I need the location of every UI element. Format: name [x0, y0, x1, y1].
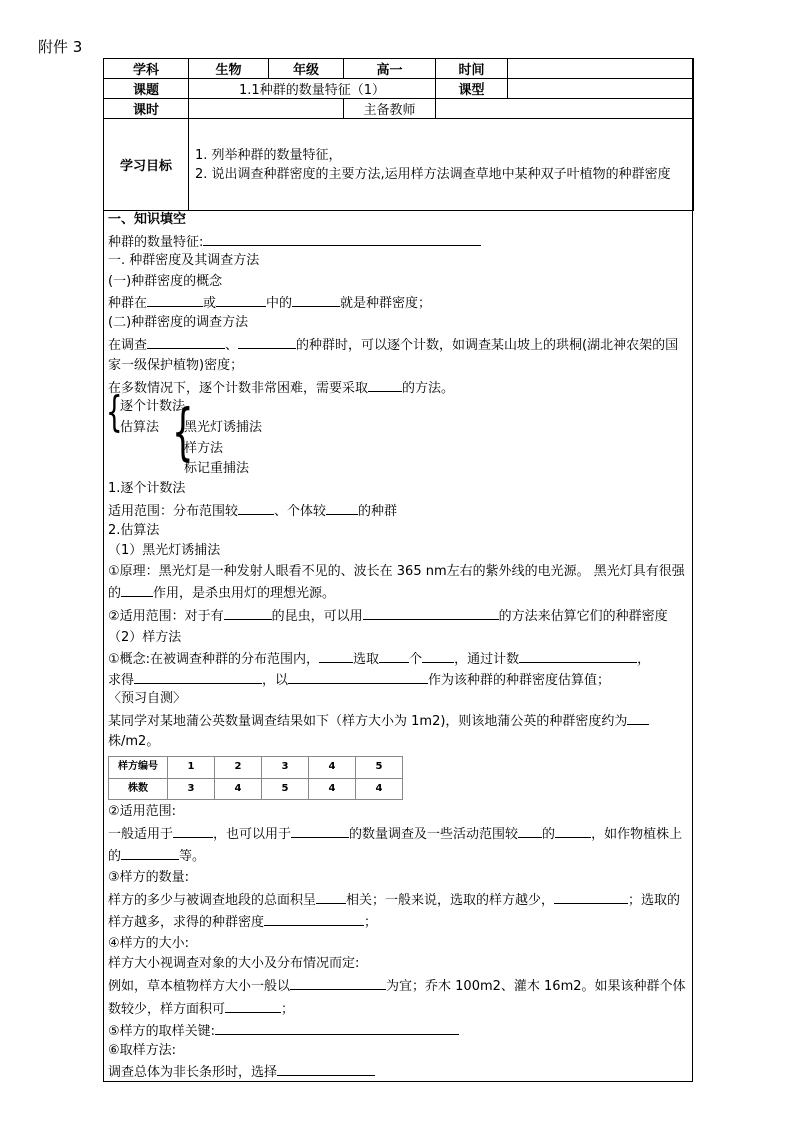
text: ，通过计数	[454, 652, 520, 668]
text: ，以	[262, 672, 289, 688]
text: ，	[637, 652, 651, 668]
blank[interactable]	[238, 500, 274, 515]
text: 在多数情况下，逐个计数非常困难，需要采取	[108, 380, 369, 396]
text-line: 1.逐个计数法	[108, 481, 186, 497]
goal-item: 2. 说出调查种群密度的主要方法,运用样方法调查草地中某种双子叶植物的种群密度	[195, 166, 671, 182]
text-para	[108, 889, 688, 934]
table-cell: 4	[215, 778, 262, 800]
text: 或	[203, 296, 217, 312]
text: 一般适用于	[108, 826, 174, 842]
time-label: 时间	[436, 59, 508, 79]
blank[interactable]	[134, 669, 262, 684]
text-line: (二)种群密度的调查方法	[108, 314, 249, 330]
blank[interactable]	[121, 582, 153, 597]
text-line: 样方大小视调查对象的大小及分布情况而定:	[108, 956, 360, 972]
blank[interactable]	[292, 292, 340, 307]
text-line: ②适用范围:	[108, 804, 177, 820]
blank[interactable]	[288, 669, 428, 684]
text: 的昆虫，可以用	[271, 608, 363, 624]
tree-item: 逐个计数法	[120, 399, 186, 415]
table-cell: 样方编号	[109, 757, 168, 779]
table-cell: 5	[262, 778, 309, 800]
text: 中的	[266, 296, 293, 312]
blank[interactable]	[319, 648, 353, 663]
text-line	[108, 377, 688, 398]
text-line	[108, 648, 688, 669]
text-line: 一. 种群密度及其调查方法	[108, 253, 260, 269]
table-row	[109, 757, 403, 779]
teacher-value[interactable]	[436, 99, 694, 119]
text-line: ⑥取样方法:	[108, 1042, 177, 1058]
text: 、个体较	[274, 503, 327, 519]
text-line: （1）黑光灯诱捕法	[108, 543, 221, 559]
text: 等。	[179, 849, 206, 865]
text-para	[108, 710, 688, 753]
tree-item: 黑光灯诱捕法	[184, 419, 263, 435]
topic-value: 1.1种群的数量特征（1）	[189, 79, 436, 99]
blank[interactable]	[555, 823, 591, 838]
brace-icon: {	[172, 397, 194, 470]
text: 某同学对某地蒲公英数量调查结果如下（样方大小为 1m2)，则该地蒲公英的种群密度约为	[108, 713, 628, 729]
text: 、	[225, 337, 239, 353]
text-line	[108, 500, 688, 521]
text: 例如，草本植物样方大小一般以	[108, 979, 291, 994]
goals-label: 学习目标	[104, 119, 189, 211]
blank[interactable]	[290, 975, 386, 990]
text: ②适用范围：对于有	[108, 608, 224, 624]
text-para	[108, 334, 688, 377]
table-cell: 4	[309, 778, 356, 800]
text-para	[108, 562, 688, 605]
teacher-label: 主备教师	[344, 99, 436, 119]
content-area	[108, 210, 688, 1082]
text-line	[108, 669, 688, 690]
blank[interactable]	[224, 605, 272, 620]
text-line: (一)种群密度的概念	[108, 273, 223, 289]
blank[interactable]	[203, 231, 481, 246]
table-cell: 2	[215, 757, 262, 779]
blank[interactable]	[363, 605, 499, 620]
text: 选取	[353, 652, 380, 668]
text: 的	[542, 826, 556, 842]
goal-item: 1. 列举种群的数量特征，	[195, 147, 342, 163]
blank[interactable]	[225, 998, 281, 1013]
text: 的方法来估算它们的种群密度	[498, 608, 668, 624]
type-value[interactable]	[508, 79, 694, 99]
table-cell: 株数	[109, 778, 168, 800]
table-cell: 4	[309, 757, 356, 779]
text: ；选取的样方越多，求得的种群密度	[108, 892, 681, 931]
text-line	[108, 1020, 688, 1041]
sample-table	[108, 756, 403, 800]
attachment-label: 附件 3	[38, 38, 83, 56]
text: ；	[281, 1001, 295, 1017]
text: 求得	[108, 672, 135, 688]
tree-item: 估算法	[120, 419, 160, 435]
text: 作为该种群的种群密度估算值；	[428, 672, 611, 688]
text: 的种群	[358, 503, 398, 519]
subject-label: 学科	[104, 59, 189, 79]
text-line: ③样方的数量:	[108, 870, 190, 886]
text: ⑤样方的取样关键:	[108, 1024, 216, 1040]
text: 的种群时，可以逐个计数，如调查某山坡上的珙桐(湖北神农架的国家一级保护植物)密度；	[108, 337, 679, 374]
text-para	[108, 975, 688, 1020]
table-cell: 3	[262, 757, 309, 779]
blank[interactable]	[519, 648, 637, 663]
text: ，如作物植株上的	[108, 826, 683, 865]
subject-value: 生物	[189, 59, 269, 79]
topic-label: 课题	[104, 79, 189, 99]
table-cell: 5	[356, 757, 403, 779]
text: 种群的数量特征:	[108, 234, 204, 250]
text-line	[108, 1061, 688, 1082]
text: 相关；一般来说，选取的样方越少，	[346, 892, 555, 908]
grade-value: 高一	[344, 59, 436, 79]
text: 株/m2。	[108, 734, 160, 750]
text: ①原理：黑光灯是一种发射人眼看不见的、波长在 365 nm左右的紫外线的电光源。 黑光灯具有很强的	[108, 563, 685, 602]
grade-label: 年级	[269, 59, 344, 79]
text: 作用，是杀虫用灯的理想光源。	[153, 586, 336, 602]
blank[interactable]	[147, 334, 225, 349]
blank[interactable]	[215, 1020, 459, 1035]
blank[interactable]	[147, 292, 203, 307]
blank[interactable]	[277, 1061, 375, 1076]
text: 的数量调查及一些活动范围较	[349, 826, 519, 842]
text: 的方法。	[402, 380, 455, 396]
blank[interactable]	[291, 823, 349, 838]
text-para	[108, 605, 688, 628]
period-value[interactable]	[189, 99, 344, 119]
blank[interactable]	[379, 648, 409, 663]
table-cell: 1	[168, 757, 215, 779]
method-tree	[106, 389, 688, 479]
blank[interactable]	[554, 889, 628, 904]
time-value[interactable]	[508, 59, 694, 79]
text: 在调查	[108, 337, 148, 353]
tree-item: 样方法	[184, 440, 224, 456]
text-line: 2.估算法	[108, 522, 160, 538]
goals-list	[189, 119, 694, 211]
blank[interactable]	[326, 500, 358, 515]
text-line: ④样方的大小:	[108, 935, 190, 951]
blank[interactable]	[173, 823, 213, 838]
blank[interactable]	[216, 292, 266, 307]
table-cell: 3	[168, 778, 215, 800]
text: 为宜；乔木 100m2、灌木 16m2。如果该种群个体数较少，样方面积可	[108, 979, 686, 1017]
text-line: 〈预习自测〉	[108, 691, 187, 707]
header-table	[103, 58, 694, 211]
text: 个	[409, 652, 423, 668]
text-line: （2）样方法	[108, 629, 182, 645]
text: ；	[364, 915, 378, 931]
blank[interactable]	[121, 845, 179, 860]
type-label: 课型	[436, 79, 508, 99]
table-cell: 4	[356, 778, 403, 800]
blank[interactable]	[368, 377, 402, 392]
blank[interactable]	[627, 710, 649, 725]
tree-item: 标记重捕法	[184, 461, 250, 477]
text: 就是种群密度；	[340, 296, 432, 312]
text: ①概念:在被调查种群的分布范围内，	[108, 652, 320, 668]
text: 种群在	[108, 296, 148, 312]
blank[interactable]	[316, 889, 346, 904]
text-line	[108, 231, 688, 252]
period-label: 课时	[104, 99, 189, 119]
section-heading: 一、知识填空	[108, 212, 187, 227]
table-row	[109, 778, 403, 800]
text: 适用范围：分布范围较	[108, 503, 239, 519]
text-line	[108, 292, 688, 313]
text: ，也可以用于	[213, 826, 292, 842]
blank[interactable]	[518, 823, 542, 838]
text: 样方的多少与被调查地段的总面积呈	[108, 892, 317, 908]
blank[interactable]	[422, 648, 454, 663]
text-para	[108, 823, 688, 868]
brace-icon: {	[106, 389, 123, 438]
blank[interactable]	[238, 334, 296, 349]
text: 调查总体为非长条形时，选择	[108, 1065, 278, 1081]
blank[interactable]	[264, 911, 364, 926]
